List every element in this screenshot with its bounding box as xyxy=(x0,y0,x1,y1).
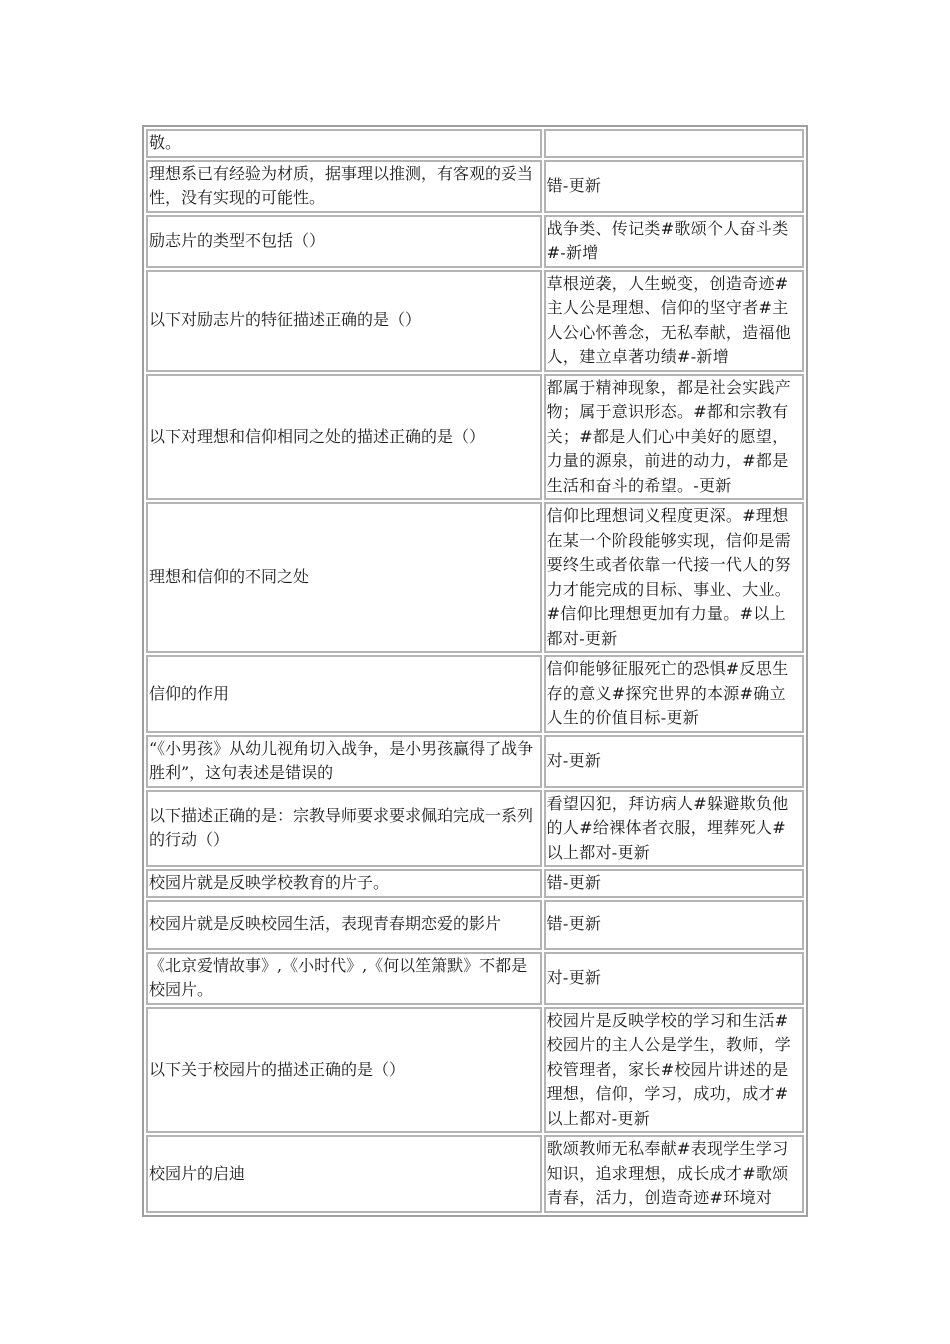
answer-cell: 信仰能够征服死亡的恐惧#反思生存的意义#探究世界的本源#确立人生的价值目标-更新 xyxy=(544,655,804,733)
answer-cell: 都属于精神现象，都是社会实践产物；属于意识形态。#都和宗教有关；#都是人们心中美好的愿望，力量的源泉，前进的动力，#都是生活和奋斗的希望。-更新 xyxy=(544,374,804,501)
table-row xyxy=(146,502,804,653)
question-cell: “《小男孩》从幼儿视角切入战争，是小男孩赢得了战争胜利”，这句表述是错误的 xyxy=(146,735,542,788)
table-row xyxy=(146,900,804,950)
question-cell: 理想和信仰的不同之处 xyxy=(146,502,542,653)
table-row xyxy=(146,129,804,158)
question-cell: 校园片就是反映校园生活，表现青春期恋爱的影片 xyxy=(146,900,542,950)
table-row xyxy=(146,160,804,213)
answer-cell: 对-更新 xyxy=(544,952,804,1005)
table-row xyxy=(146,790,804,868)
table-row xyxy=(146,1135,804,1213)
qa-table-body xyxy=(146,129,804,1213)
question-cell: 校园片就是反映学校教育的片子。 xyxy=(146,869,542,898)
table-row xyxy=(146,952,804,1005)
table-row xyxy=(146,735,804,788)
table-row xyxy=(146,869,804,898)
table-row xyxy=(146,1007,804,1134)
question-cell: 敬。 xyxy=(146,129,542,158)
table-row xyxy=(146,374,804,501)
answer-cell xyxy=(544,129,804,158)
answer-cell: 错-更新 xyxy=(544,900,804,950)
answer-cell: 错-更新 xyxy=(544,160,804,213)
answer-cell: 战争类、传记类#歌颂个人奋斗类#-新增 xyxy=(544,215,804,268)
answer-cell: 草根逆袭，人生蜕变，创造奇迹#主人公是理想、信仰的坚守者#主人公心怀善念，无私奉献，造福他人，建立卓著功绩#-新增 xyxy=(544,270,804,372)
question-cell: 理想系已有经验为材质，据事理以推测，有客观的妥当性，没有实现的可能性。 xyxy=(146,160,542,213)
answer-cell: 看望囚犯，拜访病人#躲避欺负他的人#给裸体者衣服，埋葬死人#以上都对-更新 xyxy=(544,790,804,868)
table-row xyxy=(146,655,804,733)
question-cell: 以下对励志片的特征描述正确的是（） xyxy=(146,270,542,372)
answer-cell: 信仰比理想词义程度更深。#理想在某一个阶段能够实现，信仰是需要终生或者依靠一代接一代人的努力才能完成的目标、事业、大业。#信仰比理想更加有力量。#以上都对-更新 xyxy=(544,502,804,653)
question-cell: 以下描述正确的是：宗教导师要求要求佩珀完成一系列的行动（） xyxy=(146,790,542,868)
answer-cell: 校园片是反映学校的学习和生活#校园片的主人公是学生，教师，学校管理者，家长#校园片讲述的是理想，信仰，学习，成功，成才#以上都对-更新 xyxy=(544,1007,804,1134)
answer-cell: 错-更新 xyxy=(544,869,804,898)
question-cell: 以下关于校园片的描述正确的是（） xyxy=(146,1007,542,1134)
qa-table xyxy=(142,125,808,1217)
table-row xyxy=(146,215,804,268)
question-cell: 校园片的启迪 xyxy=(146,1135,542,1213)
question-cell: 以下对理想和信仰相同之处的描述正确的是（） xyxy=(146,374,542,501)
answer-cell: 歌颂教师无私奉献#表现学生学习知识，追求理想，成长成才#歌颂青春，活力，创造奇迹#环境对 xyxy=(544,1135,804,1213)
answer-cell: 对-更新 xyxy=(544,735,804,788)
question-cell: 《北京爱情故事》,《小时代》,《何以笙箫默》不都是校园片。 xyxy=(146,952,542,1005)
question-cell: 信仰的作用 xyxy=(146,655,542,733)
table-row xyxy=(146,270,804,372)
question-cell: 励志片的类型不包括（） xyxy=(146,215,542,268)
